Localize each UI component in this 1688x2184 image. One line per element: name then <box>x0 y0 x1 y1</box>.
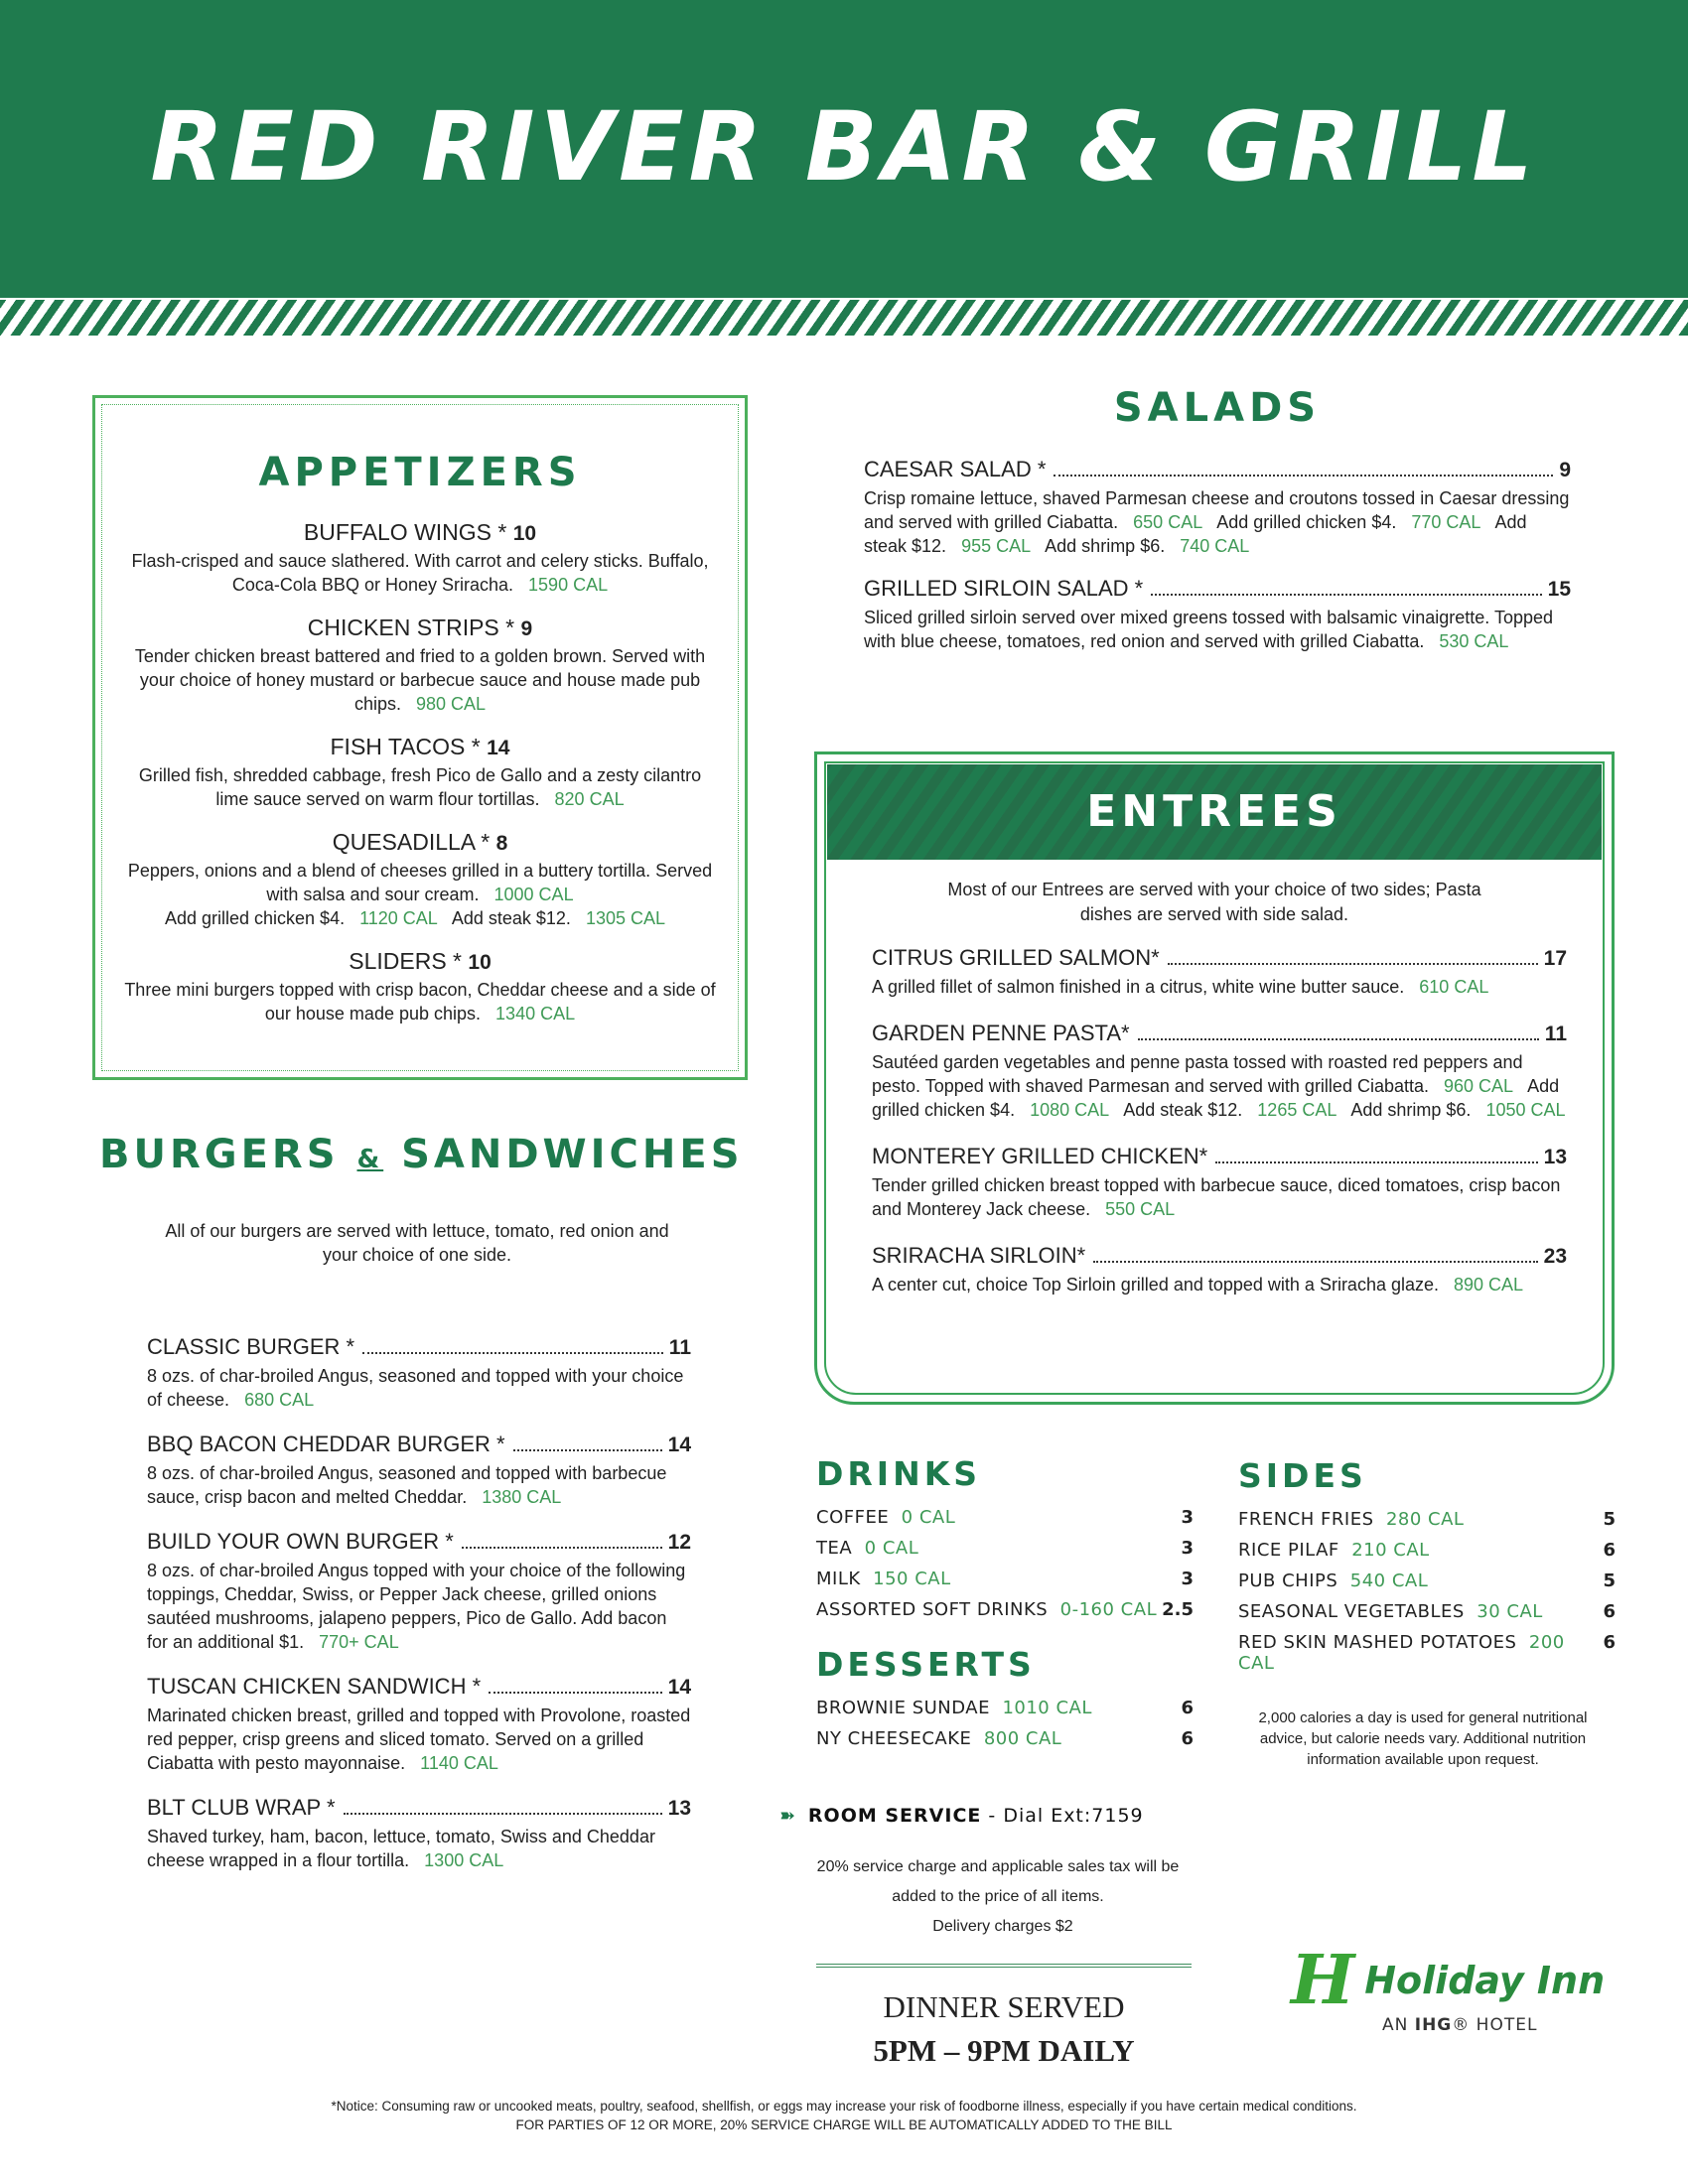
room-service-dial: - Dial Ext:7159 <box>988 1805 1144 1827</box>
burger-title-row <box>147 1334 691 1360</box>
calorie-label: 150 CAL <box>873 1569 951 1589</box>
side-name <box>1238 1601 1603 1622</box>
side-name <box>1238 1570 1603 1591</box>
drink-name-text: ASSORTED SOFT DRINKS <box>816 1599 1049 1620</box>
dot-leader <box>513 1449 662 1451</box>
entree-desc-text: A center cut, choice Top Sirloin grilled and topped with a Sriracha glaze. <box>872 1275 1439 1295</box>
burger-desc <box>147 1825 691 1872</box>
dinner-hours-label: 5PM – 9PM DAILY <box>873 2033 1135 2068</box>
dot-leader <box>1138 1038 1539 1040</box>
burgers-title-amp: & <box>356 1145 384 1174</box>
burger-desc <box>147 1559 691 1654</box>
entree-desc-text: Tender grilled chicken breast topped with barbecue sauce, diced tomatoes, crisp bacon and Monterey Jack cheese. <box>872 1175 1561 1219</box>
calorie-label: 610 CAL <box>1419 977 1489 997</box>
appetizers-section <box>92 395 748 1080</box>
calorie-label: 680 CAL <box>244 1390 315 1410</box>
calorie-label: 1140 CAL <box>420 1753 498 1773</box>
addon-text: Add steak $12. <box>1123 1100 1243 1120</box>
calorie-label: 650 CAL <box>1133 512 1203 532</box>
calorie-label: 1305 CAL <box>585 908 666 928</box>
drink-name-text: TEA <box>816 1538 853 1559</box>
burger-item <box>147 1529 691 1654</box>
entree-price: 17 <box>1543 947 1567 970</box>
burger-name: BBQ BACON CHEDDAR BURGER * <box>147 1432 505 1456</box>
addon-text: Add grilled chicken $4. <box>872 1076 1560 1120</box>
appetizer-name <box>123 519 717 546</box>
addon-text: Add shrimp $6. <box>1350 1100 1472 1120</box>
calorie-label: 0 CAL <box>901 1507 956 1528</box>
appetizer-name-text: SLIDERS * <box>349 948 462 974</box>
appetizer-name-text: BUFFALO WINGS * <box>303 519 507 545</box>
drink-name <box>816 1507 1181 1528</box>
entrees-list <box>872 945 1567 1318</box>
calorie-label: 960 CAL <box>1444 1076 1514 1096</box>
burgers-title-b: SANDWICHES <box>401 1132 744 1177</box>
entree-title-row <box>872 1243 1567 1269</box>
calorie-label: 1120 CAL <box>359 908 438 928</box>
dot-leader <box>1215 1161 1537 1163</box>
calorie-label: 890 CAL <box>1454 1275 1524 1295</box>
entrees-note: Most of our Entrees are served with your choice of two sides; Pasta dishes are served with side salad. <box>947 880 1481 924</box>
burger-price: 12 <box>667 1531 691 1554</box>
drink-name <box>816 1599 1162 1620</box>
appetizer-name-text: FISH TACOS * <box>330 734 481 759</box>
burger-price: 13 <box>667 1797 691 1820</box>
drink-item <box>816 1538 1194 1559</box>
burger-item <box>147 1795 691 1872</box>
entree-name: CITRUS GRILLED SALMON* <box>872 945 1160 970</box>
side-name <box>1238 1540 1603 1561</box>
entree-item <box>872 945 1567 999</box>
burger-title-row <box>147 1795 691 1821</box>
appetizer-desc-text: Tender chicken breast battered and fried to a golden brown. Served with your choice of honey mustard or barbecue sauce and house made pub chips. <box>134 646 706 714</box>
side-name-text: RED SKIN MASHED POTATOES <box>1238 1632 1517 1653</box>
appetizer-item <box>123 519 717 597</box>
desserts-list <box>816 1698 1194 1749</box>
addon-text: Add steak $12. <box>864 512 1527 556</box>
drinks-list <box>816 1507 1194 1620</box>
drink-name-text: MILK <box>816 1569 861 1589</box>
appetizer-item <box>123 734 717 811</box>
dot-leader <box>344 1813 662 1815</box>
restaurant-title: RED RIVER BAR & GRILL <box>150 91 1538 203</box>
addon-text: Add grilled chicken $4. <box>1216 512 1397 532</box>
drink-name <box>816 1538 1181 1559</box>
entree-name: MONTEREY GRILLED CHICKEN* <box>872 1144 1208 1168</box>
burger-desc <box>147 1704 691 1775</box>
burger-item <box>147 1674 691 1775</box>
appetizer-name <box>123 948 717 975</box>
burger-name: CLASSIC BURGER * <box>147 1334 355 1359</box>
appetizer-addons <box>123 906 717 930</box>
calorie-label: 980 CAL <box>415 694 487 714</box>
appetizer-desc-text: Three mini burgers topped with crisp bacon, Cheddar cheese and a side of our house made pub chips. <box>124 980 716 1024</box>
dot-leader <box>362 1352 663 1354</box>
sides-section <box>1238 1456 1616 1770</box>
entree-title-row <box>872 1144 1567 1169</box>
appetizer-price: 8 <box>495 832 508 855</box>
burger-desc-text: 8 ozs. of char-broiled Angus, seasoned and topped with your choice of cheese. <box>147 1366 684 1410</box>
appetizer-name <box>123 614 717 641</box>
entree-desc <box>872 975 1567 999</box>
calorie-label: 770 CAL <box>1411 512 1481 532</box>
appetizer-name-text: QUESADILLA * <box>332 829 491 855</box>
dinner-served-label: DINNER SERVED <box>883 1989 1125 2024</box>
side-name <box>1238 1509 1603 1530</box>
appetizer-desc <box>123 644 717 716</box>
drinks-section <box>816 1454 1194 1630</box>
side-name <box>1238 1632 1603 1674</box>
salads-title: SALADS <box>1113 385 1322 431</box>
calorie-label: 820 CAL <box>554 789 625 809</box>
delivery-charge: Delivery charges $2 <box>932 1918 1073 1935</box>
burgers-note: All of our burgers are served with lettuce, tomato, red onion and your choice of one side. <box>165 1221 669 1265</box>
dessert-price: 6 <box>1181 1728 1194 1749</box>
burger-name: TUSCAN CHICKEN SANDWICH * <box>147 1674 482 1699</box>
appetizer-desc <box>123 978 717 1025</box>
appetizer-price: 9 <box>520 617 533 640</box>
drink-item <box>816 1569 1194 1589</box>
side-name-text: SEASONAL VEGETABLES <box>1238 1601 1465 1622</box>
dot-leader <box>462 1547 662 1549</box>
dot-leader <box>489 1692 662 1694</box>
side-price: 6 <box>1603 1601 1616 1622</box>
addon-text: Add shrimp $6. <box>1045 536 1166 556</box>
desserts-title: DESSERTS <box>816 1645 1036 1684</box>
calorie-label: 550 CAL <box>1105 1199 1176 1219</box>
entree-title-row <box>872 945 1567 971</box>
burger-item <box>147 1432 691 1509</box>
burger-name: BUILD YOUR OWN BURGER * <box>147 1529 454 1554</box>
calorie-label: 1380 CAL <box>482 1487 562 1507</box>
foodborne-notice: *Notice: Consuming raw or uncooked meats, poultry, seafood, shellfish, or eggs may increase your risk of foodborne illness, especially if you have certain medical conditions. <box>331 2099 1357 2114</box>
salad-item <box>864 457 1571 558</box>
calorie-label: 1340 CAL <box>495 1004 576 1024</box>
side-item <box>1238 1509 1616 1530</box>
calorie-label: 1010 CAL <box>1002 1698 1092 1718</box>
side-price: 6 <box>1603 1540 1616 1561</box>
side-name-text: FRENCH FRIES <box>1238 1509 1374 1530</box>
burger-desc <box>147 1364 691 1412</box>
calorie-label: 530 CAL <box>1439 631 1509 651</box>
burger-desc-text: Marinated chicken breast, grilled and topped with Provolone, roasted red pepper, crisp greens and sliced tomato. Served on a grilled Ciabatta with pesto mayonnaise. <box>147 1706 691 1773</box>
entree-item <box>872 1144 1567 1221</box>
entree-desc <box>872 1173 1567 1221</box>
calorie-label: 740 CAL <box>1180 536 1250 556</box>
dessert-item <box>816 1728 1194 1749</box>
side-item <box>1238 1570 1616 1591</box>
tagline-ihg: IHG <box>1414 2015 1453 2035</box>
entree-title-row <box>872 1021 1567 1046</box>
burger-desc-text: Shaved turkey, ham, bacon, lettuce, tomato, Swiss and Cheddar cheese wrapped in a flour tortilla. <box>147 1827 655 1870</box>
nutrition-note: 2,000 calories a day is used for general nutritional advice, but calorie needs vary. Additional nutrition information available upon request. <box>1258 1709 1588 1768</box>
calorie-label: 800 CAL <box>983 1728 1062 1749</box>
burger-price: 11 <box>668 1336 691 1359</box>
burger-desc-text: 8 ozs. of char-broiled Angus, seasoned and topped with barbecue sauce, crisp bacon and melted Cheddar. <box>147 1463 667 1507</box>
appetizer-desc-text: Peppers, onions and a blend of cheeses grilled in a buttery tortilla. Served with salsa and sour cream. <box>127 861 713 904</box>
entrees-section <box>814 751 1615 1405</box>
dot-leader <box>1093 1261 1537 1263</box>
side-name-text: RICE PILAF <box>1238 1540 1339 1561</box>
side-price: 5 <box>1603 1509 1616 1530</box>
calorie-label: 1050 CAL <box>1485 1100 1566 1120</box>
drink-price: 3 <box>1181 1538 1194 1559</box>
salads-section <box>864 385 1571 671</box>
entree-price: 11 <box>1544 1023 1567 1045</box>
appetizer-item <box>123 948 717 1025</box>
salad-desc-text: Sliced grilled sirloin served over mixed greens tossed with balsamic vinaigrette. Topped with blue cheese, tomatoes, red onion and served with grilled Ciabatta. <box>864 608 1554 651</box>
dessert-item <box>816 1698 1194 1718</box>
entree-desc-text: Sautéed garden vegetables and penne pasta tossed with roasted red peppers and pesto. Topped with shaved Parmesan and served with grilled Ciabatta. <box>872 1052 1523 1096</box>
service-charge-note: 20% service charge and applicable sales tax will be added to the price of all items. <box>816 1858 1180 1905</box>
dessert-name <box>816 1698 1181 1718</box>
ihg-hotel-tagline <box>1382 2015 1618 2035</box>
sides-title: SIDES <box>1238 1456 1367 1495</box>
drink-price: 3 <box>1181 1569 1194 1589</box>
appetizer-name <box>123 829 717 856</box>
entree-desc-text: A grilled fillet of salmon finished in a citrus, white wine butter sauce. <box>872 977 1405 997</box>
calorie-label: 1000 CAL <box>493 885 574 904</box>
dessert-name-text: NY CHEESECAKE <box>816 1728 972 1749</box>
holiday-inn-brand: Holiday Inn <box>1364 1959 1606 2002</box>
side-price: 6 <box>1603 1632 1616 1653</box>
entree-desc <box>872 1273 1567 1297</box>
dessert-name-text: BROWNIE SUNDAE <box>816 1698 990 1718</box>
calorie-label: 770+ CAL <box>319 1632 399 1652</box>
entree-item <box>872 1243 1567 1297</box>
burgers-list <box>147 1334 691 1872</box>
room-service-label: ROOM SERVICE <box>807 1805 982 1827</box>
burgers-section <box>99 1132 744 1892</box>
appetizer-desc <box>123 549 717 597</box>
salad-price: 9 <box>1559 459 1571 481</box>
header-stripe-band <box>0 300 1688 336</box>
burgers-title-a: BURGERS <box>99 1132 340 1177</box>
burger-desc-text: 8 ozs. of char-broiled Angus topped with your choice of the following toppings, Cheddar, Swiss, or Pepper Jack cheese, grilled onions sautéed mushrooms, jalapeno peppers, Pico de Gallo. Add bacon for an additional $1. <box>147 1561 686 1652</box>
burger-name: BLT CLUB WRAP * <box>147 1795 336 1820</box>
appetizer-item <box>123 829 717 930</box>
appetizers-title: APPETIZERS <box>258 450 582 495</box>
calorie-label: 280 CAL <box>1385 1509 1465 1530</box>
appetizer-price: 14 <box>487 737 510 759</box>
appetizer-price: 10 <box>512 522 537 545</box>
entrees-title-band <box>827 764 1602 860</box>
appetizer-item <box>123 614 717 716</box>
salad-name: CAESAR SALAD * <box>864 457 1047 481</box>
calorie-label: 1300 CAL <box>424 1850 504 1870</box>
salad-item <box>864 576 1571 653</box>
entree-desc <box>872 1050 1567 1122</box>
dot-leader <box>1168 963 1538 965</box>
holiday-inn-h-icon: H <box>1291 1941 1355 2020</box>
addon-text: Add grilled chicken $4. <box>164 908 346 928</box>
burger-item <box>147 1334 691 1412</box>
burger-desc <box>147 1461 691 1509</box>
burger-price: 14 <box>667 1433 691 1456</box>
burger-title-row <box>147 1674 691 1700</box>
entrees-title: ENTREES <box>1086 786 1342 837</box>
drink-price: 2.5 <box>1162 1599 1194 1620</box>
tagline-a: AN <box>1382 2015 1415 2035</box>
entree-price: 23 <box>1543 1245 1567 1268</box>
calorie-label: 540 CAL <box>1349 1570 1429 1591</box>
burger-price: 14 <box>667 1676 691 1699</box>
salads-list <box>864 457 1571 653</box>
calorie-label: 0-160 CAL <box>1059 1599 1158 1620</box>
appetizer-desc-text: Grilled fish, shredded cabbage, fresh Pico de Gallo and a zesty cilantro lime sauce served on warm flour tortillas. <box>138 765 702 809</box>
appetizer-name <box>123 734 717 760</box>
addon-text: Add steak $12. <box>451 908 571 928</box>
calorie-label: 1265 CAL <box>1257 1100 1337 1120</box>
side-price: 5 <box>1603 1570 1616 1591</box>
drink-name <box>816 1569 1181 1589</box>
arrow-icon: ➽ <box>779 1805 796 1827</box>
side-item <box>1238 1632 1616 1674</box>
footer-notice <box>149 2097 1539 2134</box>
entree-price: 13 <box>1543 1146 1567 1168</box>
salad-name: GRILLED SIRLOIN SALAD * <box>864 576 1144 601</box>
calorie-label: 200 CAL <box>1238 1632 1565 1674</box>
appetizer-desc-text: Flash-crisped and sauce slathered. With carrot and celery sticks. Buffalo, Coca-Cola BBQ or Honey Sriracha. <box>131 551 709 595</box>
appetizers-list <box>95 519 745 1025</box>
salad-desc <box>864 486 1571 558</box>
burger-title-row <box>147 1529 691 1555</box>
entree-name: SRIRACHA SIRLOIN* <box>872 1243 1086 1268</box>
appetizer-desc <box>123 763 717 811</box>
calorie-label: 210 CAL <box>1351 1540 1430 1561</box>
salad-desc <box>864 606 1571 653</box>
drinks-title: DRINKS <box>816 1454 982 1493</box>
holiday-inn-logo <box>1291 1941 1618 2045</box>
menu-header <box>0 0 1688 298</box>
calorie-label: 1080 CAL <box>1030 1100 1110 1120</box>
side-item <box>1238 1540 1616 1561</box>
desserts-section <box>816 1645 1194 1759</box>
room-service-section <box>779 1805 1196 1942</box>
calorie-label: 0 CAL <box>864 1538 919 1559</box>
drink-item <box>816 1507 1194 1528</box>
burgers-title <box>99 1132 744 1177</box>
dinner-hours <box>816 1964 1192 2069</box>
salad-price: 15 <box>1547 578 1571 601</box>
dessert-name <box>816 1728 1181 1749</box>
entree-name: GARDEN PENNE PASTA* <box>872 1021 1130 1045</box>
appetizer-price: 10 <box>468 951 492 974</box>
side-item <box>1238 1601 1616 1622</box>
tagline-c: ® HOTEL <box>1452 2015 1538 2035</box>
dot-leader <box>1151 594 1541 596</box>
calorie-label: 955 CAL <box>961 536 1032 556</box>
appetizer-name-text: CHICKEN STRIPS * <box>307 614 515 640</box>
salad-desc-text: Crisp romaine lettuce, shaved Parmesan cheese and croutons tossed in Caesar dressing and served with grilled Ciabatta. <box>864 488 1570 532</box>
dessert-price: 6 <box>1181 1698 1194 1718</box>
salad-title-row <box>864 576 1571 602</box>
entree-item <box>872 1021 1567 1122</box>
parties-notice: FOR PARTIES OF 12 OR MORE, 20% SERVICE CHARGE WILL BE AUTOMATICALLY ADDED TO THE BILL <box>515 2117 1173 2132</box>
calorie-label: 30 CAL <box>1477 1601 1543 1622</box>
drink-price: 3 <box>1181 1507 1194 1528</box>
drink-name-text: COFFEE <box>816 1507 890 1528</box>
drink-item <box>816 1599 1194 1620</box>
sides-list <box>1238 1509 1616 1674</box>
room-service-line <box>779 1805 1196 1827</box>
salad-title-row <box>864 457 1571 482</box>
dot-leader <box>1054 475 1553 477</box>
appetizer-desc <box>123 859 717 906</box>
calorie-label: 1590 CAL <box>528 575 609 595</box>
burger-title-row <box>147 1432 691 1457</box>
side-name-text: PUB CHIPS <box>1238 1570 1338 1591</box>
